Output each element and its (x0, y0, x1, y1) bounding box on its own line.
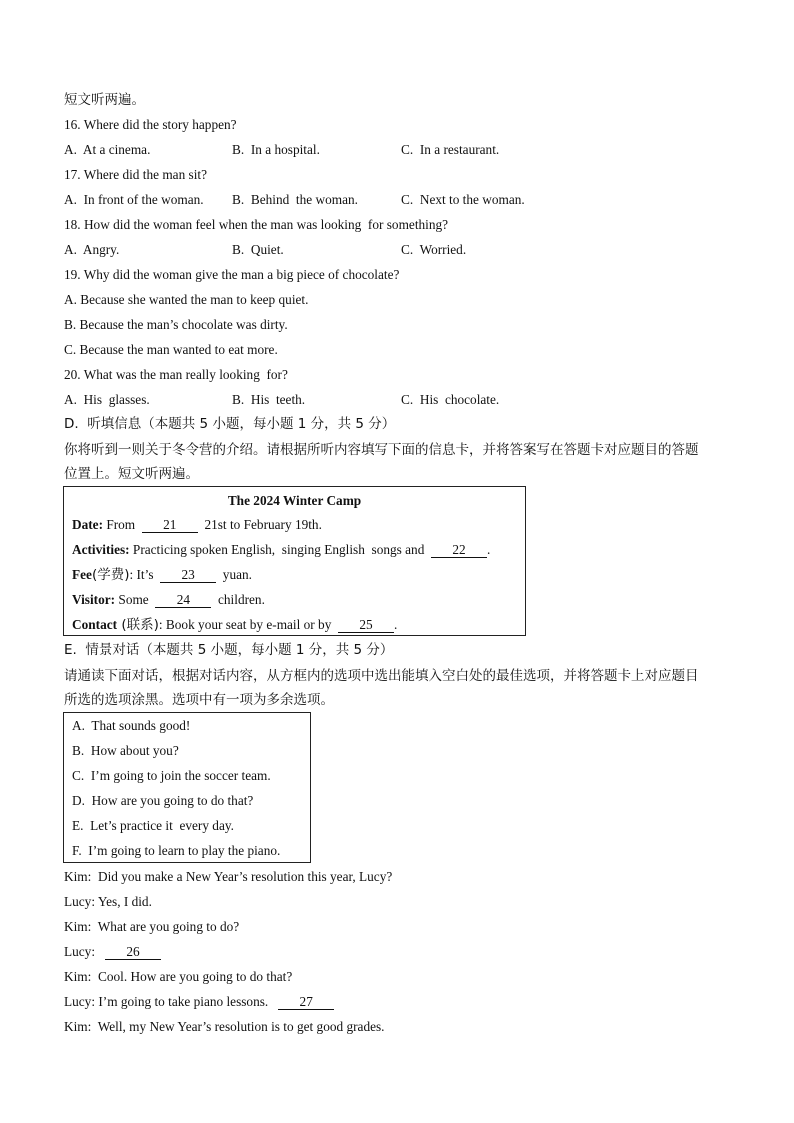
blank-21: 21 (142, 518, 198, 533)
dialogue-line-6 (64, 994, 334, 1010)
option-item-d: D. How are you going to do that? (72, 793, 254, 808)
options-box (63, 712, 311, 863)
option-item-f: F. I’m going to learn to play the piano. (72, 843, 281, 858)
instruction-text: 短文听两遍。 (64, 92, 145, 108)
contact-label: Contact (72, 617, 118, 632)
visitor-text: Some (115, 592, 156, 607)
question-18-options (64, 242, 544, 258)
activities-text: Practicing spoken English, singing English songs and (129, 542, 431, 557)
section-e-instruction: 请通读下面对话，根据对话内容，从方框内的选项中选出能填入空白处的最佳选项，并将答题卡上对应题目 (64, 668, 699, 684)
option-a: A. In front of the woman. (64, 192, 204, 207)
question-17: 17. Where did the man sit? (64, 167, 208, 182)
option-item-a: A. That sounds good! (72, 718, 191, 733)
option-item-c: C. I’m going to join the soccer team. (72, 768, 271, 783)
contact-label-cn: (联系) (117, 617, 159, 633)
dialogue-line-3: Kim: What are you going to do? (64, 919, 240, 934)
contact-text: : Book your seat by e-mail or by (158, 617, 338, 632)
option-item-e: E. Let’s practice it every day. (72, 818, 234, 833)
option-b: B. Quiet. (232, 242, 284, 257)
info-card (63, 486, 526, 636)
dialogue-text: Lucy: I’m going to take piano lessons. (64, 994, 279, 1009)
question-18: 18. How did the woman feel when the man was looking for something? (64, 217, 449, 232)
question-16: 16. Where did the story happen? (64, 117, 237, 132)
info-card-title: The 2024 Winter Camp (227, 493, 362, 508)
speaker-lucy: Lucy: (64, 944, 105, 959)
option-item-b: B. How about you? (72, 743, 179, 758)
fee-text-end: yuan. (216, 567, 252, 582)
question-19-option-a: A. Because she wanted the man to keep quiet. (64, 292, 309, 307)
question-17-options (64, 192, 544, 208)
option-b: B. Behind the woman. (232, 192, 358, 207)
date-text: From (103, 517, 142, 532)
info-row-contact (72, 617, 397, 633)
section-d-instruction: 你将听到一则关于冬令营的介绍。请根据所听内容填写下面的信息卡，并将答案写在答题卡对应题目的答题 (64, 442, 699, 458)
contact-text-end: . (394, 617, 398, 632)
blank-25: 25 (338, 618, 394, 633)
option-c: C. In a restaurant. (401, 142, 500, 157)
section-e-instruction-cont: 所选的选项涂黑。选项中有一项为多余选项。 (64, 692, 334, 708)
info-row-date (72, 517, 322, 533)
dialogue-line-4 (64, 944, 161, 960)
option-a: A. His glasses. (64, 392, 150, 407)
option-b: B. His teeth. (232, 392, 306, 407)
option-a: A. Angry. (64, 242, 120, 257)
info-row-activities (72, 542, 490, 558)
visitor-text-end: children. (211, 592, 265, 607)
blank-22: 22 (431, 543, 487, 558)
blank-24: 24 (155, 593, 211, 608)
option-c: C. Worried. (401, 242, 467, 257)
blank-23: 23 (160, 568, 216, 583)
question-20: 20. What was the man really looking for? (64, 367, 288, 382)
option-c: C. Next to the woman. (401, 192, 525, 207)
dialogue-line-2: Lucy: Yes, I did. (64, 894, 152, 909)
option-a: A. At a cinema. (64, 142, 151, 157)
visitor-label: Visitor: (72, 592, 116, 607)
date-text-end: 21st to February 19th. (197, 517, 322, 532)
fee-text: : It’s (129, 567, 161, 582)
info-row-fee (72, 567, 252, 583)
option-b: B. In a hospital. (232, 142, 320, 157)
activities-text-end: . (487, 542, 491, 557)
section-e-heading: E. 情景对话（本题共 5 小题，每小题 1 分，共 5 分） (64, 642, 394, 658)
question-19-option-b: B. Because the man’s chocolate was dirty. (64, 317, 288, 332)
info-row-visitor (72, 592, 265, 608)
section-d-instruction-cont: 位置上。短文听两遍。 (64, 466, 199, 482)
dialogue-line-7: Kim: Well, my New Year’s resolution is to get good grades. (64, 1019, 385, 1034)
question-20-options (64, 392, 544, 408)
date-label: Date: (72, 517, 104, 532)
question-19: 19. Why did the woman give the man a big piece of chocolate? (64, 267, 400, 282)
dialogue-line-5: Kim: Cool. How are you going to do that? (64, 969, 293, 984)
dialogue-line-1: Kim: Did you make a New Year’s resolution this year, Lucy? (64, 869, 393, 884)
question-19-option-c: C. Because the man wanted to eat more. (64, 342, 278, 357)
section-d-heading: D. 听填信息（本题共 5 小题，每小题 1 分，共 5 分） (64, 416, 396, 432)
blank-27: 27 (278, 995, 334, 1010)
fee-label-cn: (学费) (91, 567, 130, 583)
blank-26: 26 (105, 945, 161, 960)
question-16-options (64, 142, 544, 158)
activities-label: Activities: (72, 542, 130, 557)
fee-label: Fee (72, 567, 92, 582)
option-c: C. His chocolate. (401, 392, 500, 407)
